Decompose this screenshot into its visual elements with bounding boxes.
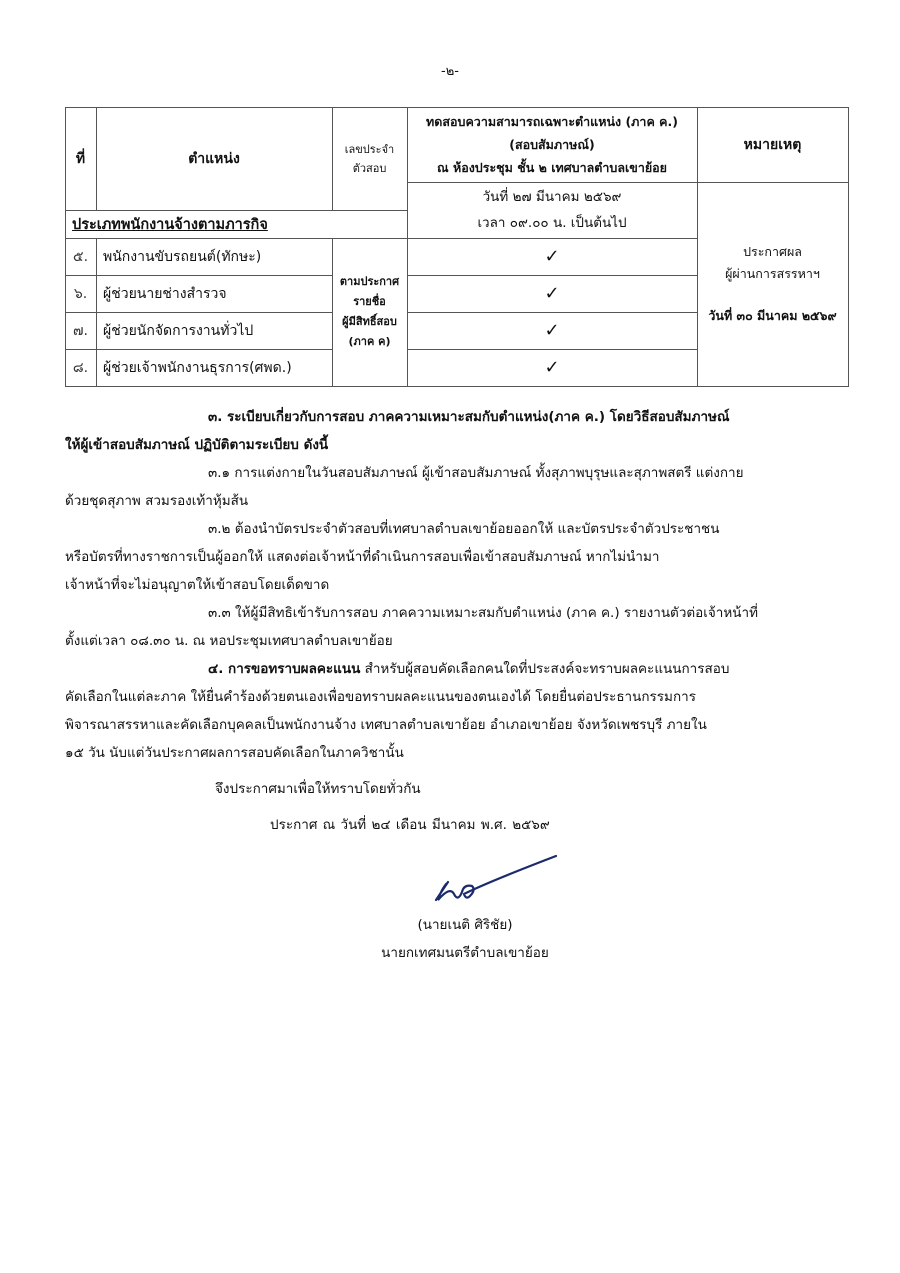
exam-id-note-line: ตามประกาศ [339, 275, 400, 288]
closing-text: จึงประกาศมาเพื่อให้ทราบโดยทั่วกัน [215, 781, 421, 797]
section4-line: คัดเลือกในแต่ละภาค ให้ยื่นคำร้องด้วยตนเองเพื่อขอทราบผลคะแนนของตนเองได้ โดยยื่นต่อประธานกรรมการ [65, 689, 696, 705]
exam-date [407, 182, 697, 238]
section3-item1-cont: ด้วยชุดสุภาพ สวมรองเท้าหุ้มส้น [65, 493, 249, 509]
row-no: ๕. [72, 248, 89, 265]
section3-heading: ๓. ระเบียบเกี่ยวกับการสอบ ภาคความเหมาะสมกับตำแหน่ง(ภาค ค.) โดยวิธีสอบสัมภาษณ์ [208, 409, 730, 425]
section3-item2-cont: หรือบัตรที่ทางราชการเป็นผู้ออกให้ แสดงต่อเจ้าหน้าที่ดำเนินการสอบเพื่อเข้าสอบสัมภาษณ์ หากไม่นำมา [65, 549, 660, 565]
row-no: ๗. [73, 322, 88, 339]
remark-note-line: ผู้ผ่านการสรรหาฯ [725, 266, 820, 281]
signature-image [418, 852, 568, 912]
section3-item2: ๓.๒ ต้องนำบัตรประจำตัวสอบที่เทศบาลตำบลเขาย้อยออกให้ และบัตรประจำตัวประชาชน [208, 521, 720, 537]
header-exam-line: (สอบสัมภาษณ์) [509, 137, 595, 152]
row-position: พนักงานขับรถยนต์(ทักษะ) [103, 248, 262, 265]
check-mark-icon: ✓ [544, 357, 560, 378]
section3-heading-cont: ให้ผู้เข้าสอบสัมภาษณ์ ปฏิบัติตามระเบียบ ดังนี้ [65, 437, 329, 453]
table-border-right [848, 107, 849, 386]
signatory-title: นายกเทศมนตรีตำบลเขาย้อย [381, 945, 549, 961]
section3-item3: ๓.๓ ให้ผู้มีสิทธิเข้ารับการสอบ ภาคความเหมาะสมกับตำแหน่ง (ภาค ค.) รายงานตัวต่อเจ้าหน้าที่ [208, 605, 758, 621]
announce-date: ประกาศ ณ วันที่ ๒๔ เดือน มีนาคม พ.ศ. ๒๕๖๙ [270, 817, 550, 833]
header-exam-id [332, 107, 407, 210]
header-exam-id-line: เลขประจำ [344, 142, 395, 156]
page-number: -๒- [441, 64, 459, 79]
exam-id-note-line: (ภาค ค) [348, 335, 391, 348]
signatory-name: (นายเนติ ศิริชัย) [417, 917, 513, 933]
remark-note-line: ประกาศผล [743, 244, 802, 259]
section4-text: สำหรับผู้สอบคัดเลือกคนใดที่ประสงค์จะทราบผลคะแนนการสอบ [360, 661, 730, 677]
check-mark-icon: ✓ [544, 283, 560, 304]
header-remark: หมายเหตุ [743, 136, 802, 153]
section3-item2-cont: เจ้าหน้าที่จะไม่อนุญาตให้เข้าสอบโดยเด็ดขาด [65, 577, 330, 593]
section4-line: ๑๕ วัน นับแต่วันประกาศผลการสอบคัดเลือกในภาควิชานั้น [65, 745, 404, 761]
header-no: ที่ [75, 150, 86, 167]
section3-item1: ๓.๑ การแต่งกายในวันสอบสัมภาษณ์ ผู้เข้าสอบสัมภาษณ์ ทั้งสุภาพบุรุษและสุภาพสตรี แต่งกาย [208, 465, 744, 481]
section4-heading: ๔. การขอทราบผลคะแนน [208, 661, 361, 677]
row-no: ๘. [72, 359, 89, 376]
section4-first-line [208, 657, 729, 679]
row-position: ผู้ช่วยเจ้าพนักงานธุรการ(ศพด.) [103, 359, 292, 376]
row-position: ผู้ช่วยนายช่างสำรวจ [103, 285, 227, 302]
section3-item3-cont: ตั้งแต่เวลา ๐๘.๓๐ น. ณ หอประชุมเทศบาลตำบลเขาย้อย [65, 633, 393, 649]
exam-id-note-line: ผู้มีสิทธิ์สอบ [342, 315, 397, 328]
header-exam-line: ทดสอบความสามารถเฉพาะตำแหน่ง (ภาค ค.) [426, 114, 678, 129]
header-exam [407, 107, 697, 182]
exam-id-note-line: รายชื่อ [353, 295, 386, 308]
exam-date-line: เวลา ๐๙.๐๐ น. เป็นต้นไป [477, 215, 627, 231]
header-exam-line: ณ ห้องประชุม ชั้น ๒ เทศบาลตำบลเขาย้อย [437, 160, 667, 175]
section4-line: พิจารณาสรรหาและคัดเลือกบุคคลเป็นพนักงานจ้าง เทศบาลตำบลเขาย้อย อำเภอเขาย้อย จังหวัดเพชรบุรี ภายใน [65, 717, 707, 733]
remark-note [697, 182, 848, 386]
table-border-bottom [65, 386, 849, 387]
check-mark-icon: ✓ [544, 320, 560, 341]
exam-id-note [332, 238, 407, 386]
row-position: ผู้ช่วยนักจัดการงานทั่วไป [103, 322, 254, 339]
check-mark-icon: ✓ [544, 246, 560, 267]
exam-schedule-table [65, 107, 848, 386]
header-position: ตำแหน่ง [188, 150, 240, 167]
header-exam-id-line: ตัวสอบ [352, 161, 387, 175]
exam-date-line: วันที่ ๒๗ มีนาคม ๒๕๖๙ [482, 189, 622, 205]
remark-note-line: วันที่ ๓๐ มีนาคม ๒๕๖๙ [708, 308, 837, 323]
category-label: ประเภทพนักงานจ้างตามภารกิจ [72, 216, 268, 233]
row-no: ๖. [73, 285, 88, 302]
